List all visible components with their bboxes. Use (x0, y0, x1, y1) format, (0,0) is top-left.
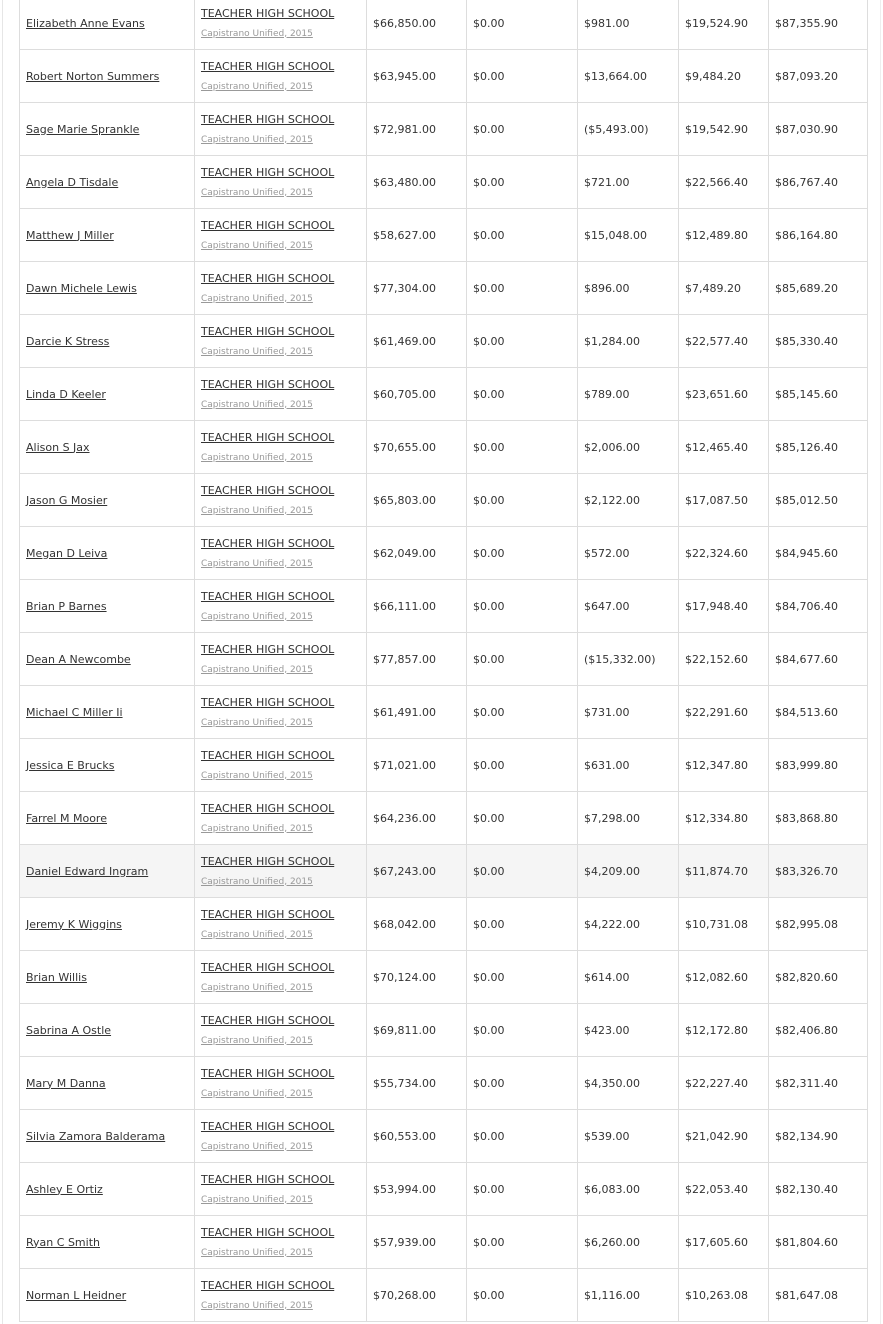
benefits-cell: $12,465.40 (679, 421, 769, 474)
other-pay-cell: $2,122.00 (578, 474, 679, 527)
regular-pay-cell: $69,811.00 (367, 1004, 467, 1057)
table-row (20, 898, 868, 951)
job-title-link[interactable]: TEACHER HIGH SCHOOL (201, 1066, 335, 1080)
employee-name-link[interactable]: Alison S Jax (26, 440, 90, 454)
overtime-pay-cell: $0.00 (467, 262, 578, 315)
total-pay-benefits-cell: $84,945.60 (769, 527, 868, 580)
other-pay-cell: $896.00 (578, 262, 679, 315)
job-cell (195, 421, 367, 474)
table-row (20, 368, 868, 421)
job-cell (195, 209, 367, 262)
agency-year-link[interactable]: Capistrano Unified, 2015 (201, 929, 313, 940)
overtime-pay-cell: $0.00 (467, 580, 578, 633)
regular-pay-cell: $63,945.00 (367, 50, 467, 103)
benefits-cell: $22,291.60 (679, 686, 769, 739)
employee-name-link[interactable]: Jessica E Brucks (26, 758, 115, 772)
job-title-link[interactable]: TEACHER HIGH SCHOOL (201, 1278, 335, 1292)
table-row (20, 1057, 868, 1110)
regular-pay-cell: $67,243.00 (367, 845, 467, 898)
agency-year-link[interactable]: Capistrano Unified, 2015 (201, 505, 313, 516)
job-cell (195, 0, 367, 50)
total-pay-benefits-cell: $82,311.40 (769, 1057, 868, 1110)
benefits-cell: $10,263.08 (679, 1269, 769, 1322)
agency-year-link[interactable]: Capistrano Unified, 2015 (201, 1300, 313, 1311)
regular-pay-cell: $55,734.00 (367, 1057, 467, 1110)
overtime-pay-cell: $0.00 (467, 474, 578, 527)
table-row (20, 739, 868, 792)
benefits-cell: $22,324.60 (679, 527, 769, 580)
agency-year-link[interactable]: Capistrano Unified, 2015 (201, 1035, 313, 1046)
total-pay-benefits-cell: $86,164.80 (769, 209, 868, 262)
job-title-link[interactable]: TEACHER HIGH SCHOOL (201, 271, 335, 285)
job-cell (195, 474, 367, 527)
regular-pay-cell: $70,268.00 (367, 1269, 467, 1322)
regular-pay-cell: $61,469.00 (367, 315, 467, 368)
agency-year-link[interactable]: Capistrano Unified, 2015 (201, 187, 313, 198)
benefits-cell: $10,731.08 (679, 898, 769, 951)
name-cell (20, 527, 195, 580)
total-pay-benefits-cell: $86,767.40 (769, 156, 868, 209)
job-title-link[interactable]: TEACHER HIGH SCHOOL (201, 1172, 335, 1186)
job-title-link[interactable]: TEACHER HIGH SCHOOL (201, 1225, 335, 1239)
other-pay-cell: $6,260.00 (578, 1216, 679, 1269)
employee-name-link[interactable]: Ryan C Smith (26, 1235, 100, 1249)
table-row (20, 262, 868, 315)
salary-table-body (20, 0, 868, 1322)
total-pay-benefits-cell: $84,677.60 (769, 633, 868, 686)
other-pay-cell: $13,664.00 (578, 50, 679, 103)
regular-pay-cell: $66,850.00 (367, 0, 467, 50)
job-cell (195, 633, 367, 686)
name-cell (20, 421, 195, 474)
overtime-pay-cell: $0.00 (467, 1163, 578, 1216)
overtime-pay-cell: $0.00 (467, 633, 578, 686)
regular-pay-cell: $60,553.00 (367, 1110, 467, 1163)
name-cell (20, 315, 195, 368)
total-pay-benefits-cell: $82,406.80 (769, 1004, 868, 1057)
total-pay-benefits-cell: $81,647.08 (769, 1269, 868, 1322)
total-pay-benefits-cell: $83,326.70 (769, 845, 868, 898)
table-row (20, 1163, 868, 1216)
page-right-border (880, 0, 881, 1324)
overtime-pay-cell: $0.00 (467, 421, 578, 474)
job-title-link[interactable]: TEACHER HIGH SCHOOL (201, 1013, 335, 1027)
other-pay-cell: $2,006.00 (578, 421, 679, 474)
overtime-pay-cell: $0.00 (467, 0, 578, 50)
agency-year-link[interactable]: Capistrano Unified, 2015 (201, 611, 313, 622)
regular-pay-cell: $77,304.00 (367, 262, 467, 315)
regular-pay-cell: $70,124.00 (367, 951, 467, 1004)
agency-year-link[interactable]: Capistrano Unified, 2015 (201, 1194, 313, 1205)
other-pay-cell: $981.00 (578, 0, 679, 50)
job-cell (195, 315, 367, 368)
name-cell (20, 739, 195, 792)
job-title-link[interactable]: TEACHER HIGH SCHOOL (201, 801, 335, 815)
table-row (20, 686, 868, 739)
agency-year-link[interactable]: Capistrano Unified, 2015 (201, 717, 313, 728)
table-row (20, 1004, 868, 1057)
total-pay-benefits-cell: $81,804.60 (769, 1216, 868, 1269)
benefits-cell: $22,227.40 (679, 1057, 769, 1110)
agency-year-link[interactable]: Capistrano Unified, 2015 (201, 876, 313, 887)
other-pay-cell: ($15,332.00) (578, 633, 679, 686)
table-row (20, 792, 868, 845)
other-pay-cell: ($5,493.00) (578, 103, 679, 156)
regular-pay-cell: $62,049.00 (367, 527, 467, 580)
benefits-cell: $12,347.80 (679, 739, 769, 792)
regular-pay-cell: $77,857.00 (367, 633, 467, 686)
name-cell (20, 368, 195, 421)
agency-year-link[interactable]: Capistrano Unified, 2015 (201, 982, 313, 993)
regular-pay-cell: $68,042.00 (367, 898, 467, 951)
regular-pay-cell: $64,236.00 (367, 792, 467, 845)
other-pay-cell: $789.00 (578, 368, 679, 421)
table-row (20, 633, 868, 686)
regular-pay-cell: $53,994.00 (367, 1163, 467, 1216)
total-pay-benefits-cell: $82,995.08 (769, 898, 868, 951)
name-cell (20, 1269, 195, 1322)
job-title-link[interactable]: TEACHER HIGH SCHOOL (201, 960, 335, 974)
benefits-cell: $19,542.90 (679, 103, 769, 156)
agency-year-link[interactable]: Capistrano Unified, 2015 (201, 1247, 313, 1258)
job-cell (195, 580, 367, 633)
overtime-pay-cell: $0.00 (467, 209, 578, 262)
other-pay-cell: $731.00 (578, 686, 679, 739)
total-pay-benefits-cell: $82,130.40 (769, 1163, 868, 1216)
employee-name-link[interactable]: Ashley E Ortiz (26, 1182, 103, 1196)
total-pay-benefits-cell: $85,012.50 (769, 474, 868, 527)
regular-pay-cell: $72,981.00 (367, 103, 467, 156)
employee-name-link[interactable]: Farrel M Moore (26, 811, 107, 825)
regular-pay-cell: $65,803.00 (367, 474, 467, 527)
benefits-cell: $22,577.40 (679, 315, 769, 368)
overtime-pay-cell: $0.00 (467, 156, 578, 209)
total-pay-benefits-cell: $82,134.90 (769, 1110, 868, 1163)
table-row (20, 1269, 868, 1322)
total-pay-benefits-cell: $85,330.40 (769, 315, 868, 368)
salary-table (19, 0, 868, 1322)
employee-name-link[interactable]: Dean A Newcombe (26, 652, 131, 666)
total-pay-benefits-cell: $87,093.20 (769, 50, 868, 103)
job-cell (195, 792, 367, 845)
overtime-pay-cell: $0.00 (467, 739, 578, 792)
job-cell (195, 1216, 367, 1269)
employee-name-link[interactable]: Jason G Mosier (26, 493, 108, 507)
other-pay-cell: $4,222.00 (578, 898, 679, 951)
other-pay-cell: $721.00 (578, 156, 679, 209)
job-title-link[interactable]: TEACHER HIGH SCHOOL (201, 483, 335, 497)
table-row (20, 0, 868, 50)
total-pay-benefits-cell: $82,820.60 (769, 951, 868, 1004)
table-row (20, 50, 868, 103)
total-pay-benefits-cell: $83,999.80 (769, 739, 868, 792)
other-pay-cell: $1,116.00 (578, 1269, 679, 1322)
total-pay-benefits-cell: $85,689.20 (769, 262, 868, 315)
other-pay-cell: $423.00 (578, 1004, 679, 1057)
agency-year-link[interactable]: Capistrano Unified, 2015 (201, 28, 313, 39)
agency-year-link[interactable]: Capistrano Unified, 2015 (201, 823, 313, 834)
job-cell (195, 103, 367, 156)
regular-pay-cell: $66,111.00 (367, 580, 467, 633)
agency-year-link[interactable]: Capistrano Unified, 2015 (201, 1088, 313, 1099)
total-pay-benefits-cell: $84,706.40 (769, 580, 868, 633)
benefits-cell: $23,651.60 (679, 368, 769, 421)
page-left-border (2, 0, 3, 1324)
regular-pay-cell: $63,480.00 (367, 156, 467, 209)
job-cell (195, 951, 367, 1004)
employee-name-link[interactable]: Dawn Michele Lewis (26, 281, 137, 295)
job-cell (195, 1269, 367, 1322)
overtime-pay-cell: $0.00 (467, 368, 578, 421)
table-row (20, 474, 868, 527)
job-cell (195, 1004, 367, 1057)
name-cell (20, 686, 195, 739)
benefits-cell: $9,484.20 (679, 50, 769, 103)
job-cell (195, 527, 367, 580)
regular-pay-cell: $61,491.00 (367, 686, 467, 739)
name-cell (20, 845, 195, 898)
agency-year-link[interactable]: Capistrano Unified, 2015 (201, 1141, 313, 1152)
job-cell (195, 156, 367, 209)
other-pay-cell: $15,048.00 (578, 209, 679, 262)
name-cell (20, 474, 195, 527)
name-cell (20, 50, 195, 103)
table-row (20, 580, 868, 633)
total-pay-benefits-cell: $83,868.80 (769, 792, 868, 845)
total-pay-benefits-cell: $85,126.40 (769, 421, 868, 474)
employee-name-link[interactable]: Jeremy K Wiggins (26, 917, 122, 931)
name-cell (20, 792, 195, 845)
agency-year-link[interactable]: Capistrano Unified, 2015 (201, 346, 313, 357)
overtime-pay-cell: $0.00 (467, 845, 578, 898)
table-row (20, 103, 868, 156)
overtime-pay-cell: $0.00 (467, 1216, 578, 1269)
overtime-pay-cell: $0.00 (467, 103, 578, 156)
job-title-link[interactable]: TEACHER HIGH SCHOOL (201, 218, 335, 232)
name-cell (20, 580, 195, 633)
total-pay-benefits-cell: $84,513.60 (769, 686, 868, 739)
job-title-link[interactable]: TEACHER HIGH SCHOOL (201, 536, 335, 550)
job-cell (195, 686, 367, 739)
job-cell (195, 50, 367, 103)
name-cell (20, 1216, 195, 1269)
regular-pay-cell: $70,655.00 (367, 421, 467, 474)
name-cell (20, 0, 195, 50)
name-cell (20, 1110, 195, 1163)
other-pay-cell: $1,284.00 (578, 315, 679, 368)
employee-name-link[interactable]: Silvia Zamora Balderama (26, 1129, 166, 1143)
agency-year-link[interactable]: Capistrano Unified, 2015 (201, 134, 313, 145)
name-cell (20, 898, 195, 951)
job-title-link[interactable]: TEACHER HIGH SCHOOL (201, 907, 335, 921)
other-pay-cell: $4,209.00 (578, 845, 679, 898)
job-title-link[interactable]: TEACHER HIGH SCHOOL (201, 112, 335, 126)
other-pay-cell: $614.00 (578, 951, 679, 1004)
other-pay-cell: $7,298.00 (578, 792, 679, 845)
employee-name-link[interactable]: Brian Willis (26, 970, 87, 984)
job-title-link[interactable]: TEACHER HIGH SCHOOL (201, 748, 335, 762)
employee-name-link[interactable]: Megan D Leiva (26, 546, 108, 560)
employee-name-link[interactable]: Brian P Barnes (26, 599, 107, 613)
other-pay-cell: $539.00 (578, 1110, 679, 1163)
benefits-cell: $22,152.60 (679, 633, 769, 686)
overtime-pay-cell: $0.00 (467, 1057, 578, 1110)
job-title-link[interactable]: TEACHER HIGH SCHOOL (201, 642, 335, 656)
overtime-pay-cell: $0.00 (467, 1004, 578, 1057)
overtime-pay-cell: $0.00 (467, 792, 578, 845)
overtime-pay-cell: $0.00 (467, 951, 578, 1004)
table-row (20, 315, 868, 368)
employee-name-link[interactable]: Robert Norton Summers (26, 69, 160, 83)
table-row (20, 421, 868, 474)
employee-name-link[interactable]: Sabrina A Ostle (26, 1023, 112, 1037)
regular-pay-cell: $58,627.00 (367, 209, 467, 262)
benefits-cell: $17,605.60 (679, 1216, 769, 1269)
benefits-cell: $17,087.50 (679, 474, 769, 527)
agency-year-link[interactable]: Capistrano Unified, 2015 (201, 81, 313, 92)
agency-year-link[interactable]: Capistrano Unified, 2015 (201, 452, 313, 463)
overtime-pay-cell: $0.00 (467, 898, 578, 951)
benefits-cell: $21,042.90 (679, 1110, 769, 1163)
job-title-link[interactable]: TEACHER HIGH SCHOOL (201, 430, 335, 444)
name-cell (20, 1057, 195, 1110)
other-pay-cell: $572.00 (578, 527, 679, 580)
other-pay-cell: $631.00 (578, 739, 679, 792)
other-pay-cell: $6,083.00 (578, 1163, 679, 1216)
agency-year-link[interactable]: Capistrano Unified, 2015 (201, 770, 313, 781)
job-title-link[interactable]: TEACHER HIGH SCHOOL (201, 59, 335, 73)
benefits-cell: $22,566.40 (679, 156, 769, 209)
name-cell (20, 103, 195, 156)
benefits-cell: $19,524.90 (679, 0, 769, 50)
job-title-link[interactable]: TEACHER HIGH SCHOOL (201, 589, 335, 603)
employee-name-link[interactable]: Darcie K Stress (26, 334, 110, 348)
job-title-link[interactable]: TEACHER HIGH SCHOOL (201, 695, 335, 709)
overtime-pay-cell: $0.00 (467, 527, 578, 580)
benefits-cell: $12,334.80 (679, 792, 769, 845)
benefits-cell: $12,082.60 (679, 951, 769, 1004)
job-cell (195, 1057, 367, 1110)
table-row (20, 951, 868, 1004)
name-cell (20, 633, 195, 686)
employee-name-link[interactable]: Mary M Danna (26, 1076, 106, 1090)
agency-year-link[interactable]: Capistrano Unified, 2015 (201, 240, 313, 251)
employee-name-link[interactable]: Angela D Tisdale (26, 175, 119, 189)
benefits-cell: $7,489.20 (679, 262, 769, 315)
benefits-cell: $11,874.70 (679, 845, 769, 898)
table-row (20, 1110, 868, 1163)
job-cell (195, 845, 367, 898)
employee-name-link[interactable]: Michael C Miller Ii (26, 705, 123, 719)
employee-name-link[interactable]: Sage Marie Sprankle (26, 122, 140, 136)
overtime-pay-cell: $0.00 (467, 50, 578, 103)
employee-name-link[interactable]: Matthew J Miller (26, 228, 114, 242)
regular-pay-cell: $57,939.00 (367, 1216, 467, 1269)
name-cell (20, 951, 195, 1004)
agency-year-link[interactable]: Capistrano Unified, 2015 (201, 664, 313, 675)
job-cell (195, 262, 367, 315)
name-cell (20, 156, 195, 209)
job-cell (195, 1163, 367, 1216)
benefits-cell: $22,053.40 (679, 1163, 769, 1216)
job-cell (195, 1110, 367, 1163)
regular-pay-cell: $60,705.00 (367, 368, 467, 421)
total-pay-benefits-cell: $87,030.90 (769, 103, 868, 156)
job-title-link[interactable]: TEACHER HIGH SCHOOL (201, 854, 335, 868)
overtime-pay-cell: $0.00 (467, 1110, 578, 1163)
benefits-cell: $12,172.80 (679, 1004, 769, 1057)
job-title-link[interactable]: TEACHER HIGH SCHOOL (201, 1119, 335, 1133)
total-pay-benefits-cell: $85,145.60 (769, 368, 868, 421)
job-cell (195, 739, 367, 792)
table-row (20, 156, 868, 209)
employee-name-link[interactable]: Daniel Edward Ingram (26, 864, 149, 878)
other-pay-cell: $647.00 (578, 580, 679, 633)
job-cell (195, 368, 367, 421)
total-pay-benefits-cell: $87,355.90 (769, 0, 868, 50)
employee-name-link[interactable]: Linda D Keeler (26, 387, 106, 401)
benefits-cell: $17,948.40 (679, 580, 769, 633)
table-row (20, 209, 868, 262)
job-cell (195, 898, 367, 951)
employee-name-link[interactable]: Norman L Heidner (26, 1288, 127, 1302)
other-pay-cell: $4,350.00 (578, 1057, 679, 1110)
table-row (20, 527, 868, 580)
agency-year-link[interactable]: Capistrano Unified, 2015 (201, 399, 313, 410)
table-row (20, 845, 868, 898)
job-title-link[interactable]: TEACHER HIGH SCHOOL (201, 377, 335, 391)
overtime-pay-cell: $0.00 (467, 1269, 578, 1322)
agency-year-link[interactable]: Capistrano Unified, 2015 (201, 558, 313, 569)
table-row (20, 1216, 868, 1269)
employee-name-link[interactable]: Elizabeth Anne Evans (26, 16, 145, 30)
name-cell (20, 262, 195, 315)
regular-pay-cell: $71,021.00 (367, 739, 467, 792)
overtime-pay-cell: $0.00 (467, 315, 578, 368)
agency-year-link[interactable]: Capistrano Unified, 2015 (201, 293, 313, 304)
overtime-pay-cell: $0.00 (467, 686, 578, 739)
benefits-cell: $12,489.80 (679, 209, 769, 262)
name-cell (20, 1163, 195, 1216)
job-title-link[interactable]: TEACHER HIGH SCHOOL (201, 6, 335, 20)
name-cell (20, 209, 195, 262)
job-title-link[interactable]: TEACHER HIGH SCHOOL (201, 324, 335, 338)
name-cell (20, 1004, 195, 1057)
job-title-link[interactable]: TEACHER HIGH SCHOOL (201, 165, 335, 179)
